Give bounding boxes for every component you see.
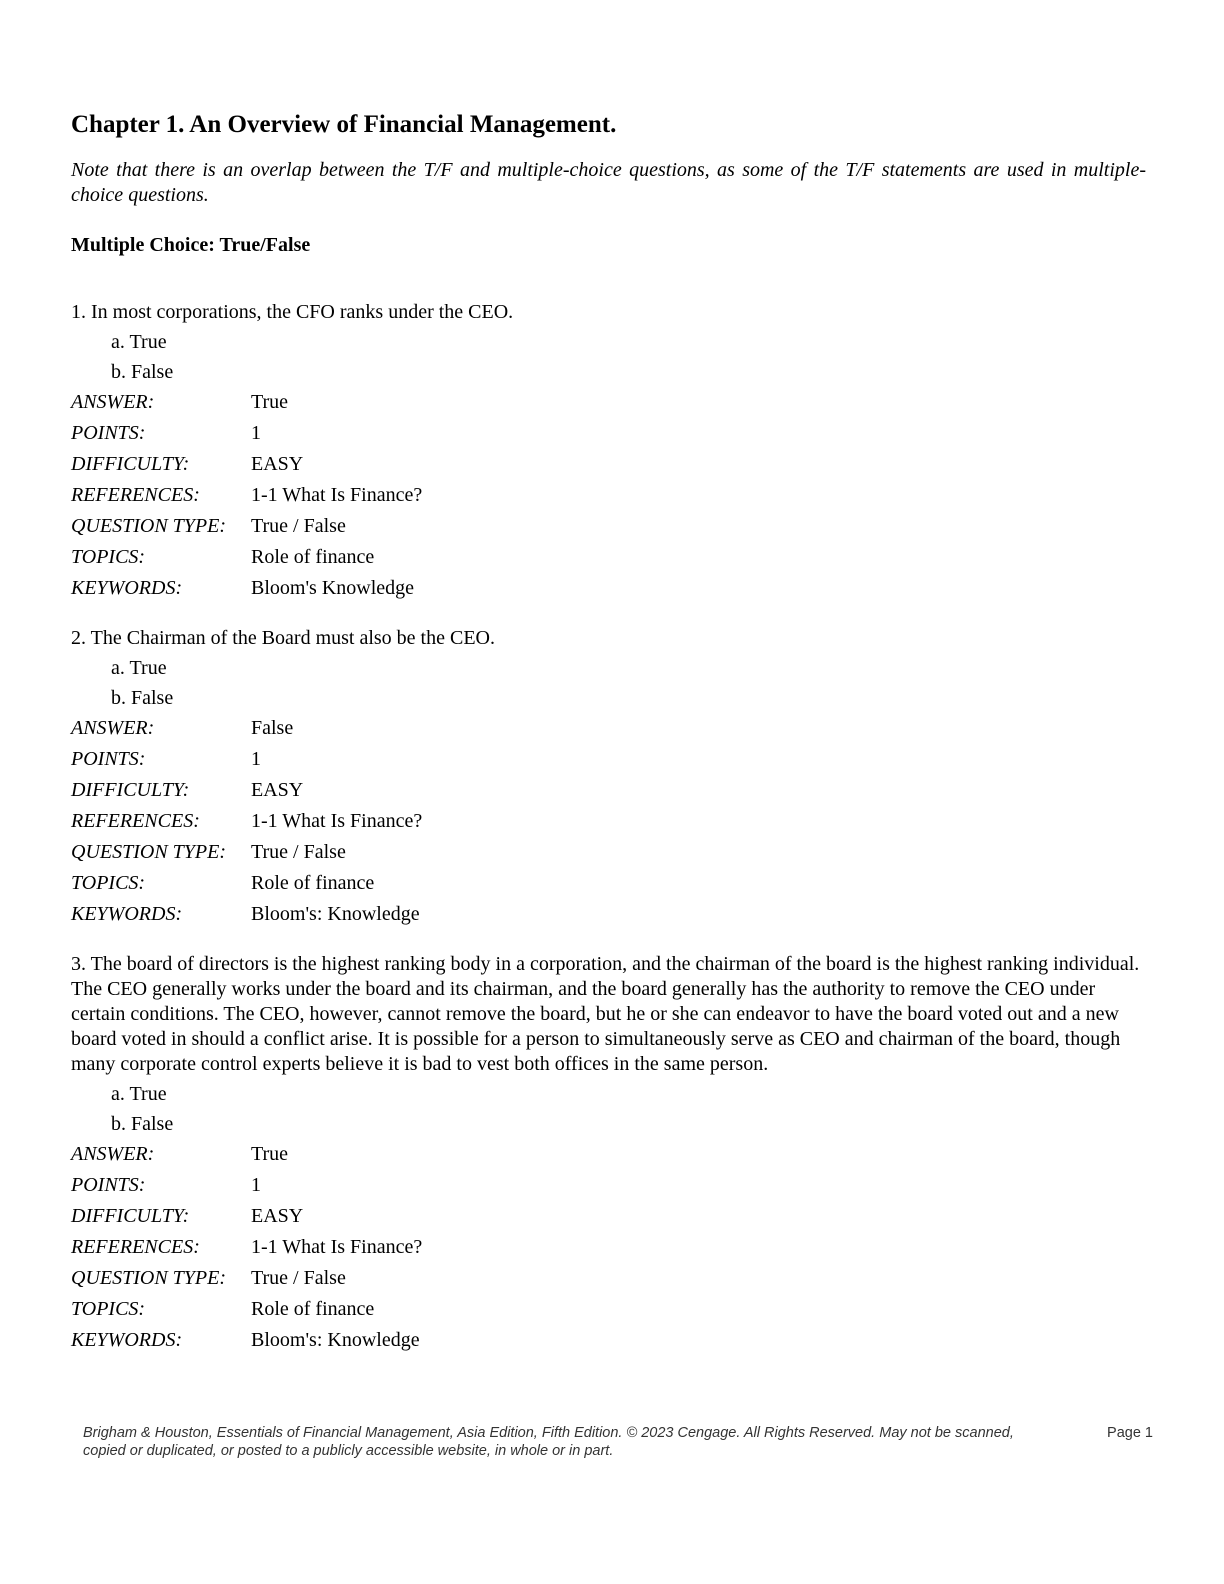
- document-page: [71, 108, 1146, 1356]
- question-metadata: [71, 387, 1146, 604]
- meta-label: ANSWER:: [71, 717, 155, 739]
- meta-label: REFERENCES:: [71, 1236, 200, 1258]
- meta-row-question-type: [71, 837, 1146, 868]
- option-false: b. False: [111, 361, 174, 383]
- copyright-notice: Brigham & Houston, Essentials of Financial Management, Asia Edition, Fifth Edition. © 2023 Cengage. All Rights Reserved. May not be scanned, copied or duplicated, or posted to a publicly accessible website, in whole or in part.: [83, 1425, 1014, 1459]
- section-heading: Multiple Choice: True/False: [71, 234, 311, 256]
- meta-label: QUESTION TYPE:: [71, 841, 227, 863]
- meta-row-points: [71, 1170, 1146, 1201]
- meta-row-topics: [71, 868, 1146, 899]
- meta-row-question-type: [71, 1263, 1146, 1294]
- meta-row-keywords: [71, 1325, 1146, 1356]
- meta-row-points: [71, 418, 1146, 449]
- meta-row-answer: [71, 713, 1146, 744]
- meta-row-topics: [71, 1294, 1146, 1325]
- meta-row-difficulty: [71, 1201, 1146, 1232]
- meta-label: ANSWER:: [71, 391, 155, 413]
- meta-row-difficulty: [71, 449, 1146, 480]
- meta-value: 1-1 What Is Finance?: [251, 810, 423, 832]
- question-1: [71, 300, 1146, 604]
- question-stem: 1. In most corporations, the CFO ranks under the CEO.: [71, 301, 514, 323]
- question-metadata: [71, 1139, 1146, 1356]
- option-false: b. False: [111, 1113, 174, 1135]
- meta-value: 1: [251, 748, 261, 770]
- meta-label: QUESTION TYPE:: [71, 1267, 227, 1289]
- meta-value: Role of finance: [251, 1298, 375, 1320]
- meta-value: Role of finance: [251, 546, 375, 568]
- meta-row-question-type: [71, 511, 1146, 542]
- note-text: Note that there is an overlap between the T/F and multiple-choice questions, as some of the T/F statements are used in multiple-choice questions.: [71, 159, 1146, 206]
- meta-value: 1: [251, 422, 261, 444]
- meta-row-answer: [71, 387, 1146, 418]
- meta-value: 1-1 What Is Finance?: [251, 1236, 423, 1258]
- meta-value: EASY: [251, 779, 304, 801]
- answer-options: [111, 327, 1146, 387]
- answer-options: [111, 1079, 1146, 1139]
- meta-value: True: [251, 391, 289, 413]
- meta-row-points: [71, 744, 1146, 775]
- meta-value: Role of finance: [251, 872, 375, 894]
- meta-value: True / False: [251, 515, 346, 537]
- meta-row-difficulty: [71, 775, 1146, 806]
- question-2: [71, 626, 1146, 930]
- meta-row-references: [71, 1232, 1146, 1263]
- meta-label: REFERENCES:: [71, 484, 200, 506]
- meta-row-answer: [71, 1139, 1146, 1170]
- option-true: a. True: [111, 657, 167, 679]
- meta-label: REFERENCES:: [71, 810, 200, 832]
- meta-value: 1: [251, 1174, 261, 1196]
- meta-value: True / False: [251, 1267, 346, 1289]
- option-true: a. True: [111, 331, 167, 353]
- page-number: Page 1: [1107, 1425, 1153, 1441]
- meta-row-keywords: [71, 899, 1146, 930]
- meta-row-references: [71, 480, 1146, 511]
- meta-label: KEYWORDS:: [71, 577, 183, 599]
- meta-value: Bloom's: Knowledge: [251, 903, 420, 925]
- meta-value: 1-1 What Is Finance?: [251, 484, 423, 506]
- question-stem: 2. The Chairman of the Board must also be the CEO.: [71, 627, 495, 649]
- answer-options: [111, 653, 1146, 713]
- meta-label: POINTS:: [71, 422, 146, 444]
- meta-label: POINTS:: [71, 1174, 146, 1196]
- meta-row-topics: [71, 542, 1146, 573]
- option-true: a. True: [111, 1083, 167, 1105]
- meta-label: TOPICS:: [71, 546, 146, 568]
- meta-row-references: [71, 806, 1146, 837]
- meta-label: KEYWORDS:: [71, 1329, 183, 1351]
- meta-label: TOPICS:: [71, 872, 146, 894]
- meta-row-keywords: [71, 573, 1146, 604]
- meta-value: Bloom's: Knowledge: [251, 1329, 420, 1351]
- question-metadata: [71, 713, 1146, 930]
- meta-label: DIFFICULTY:: [71, 453, 190, 475]
- meta-value: EASY: [251, 453, 304, 475]
- chapter-title: Chapter 1. An Overview of Financial Management.: [71, 111, 617, 138]
- meta-label: DIFFICULTY:: [71, 1205, 190, 1227]
- meta-label: TOPICS:: [71, 1298, 146, 1320]
- meta-value: False: [251, 717, 294, 739]
- meta-label: POINTS:: [71, 748, 146, 770]
- meta-value: EASY: [251, 1205, 304, 1227]
- meta-value: Bloom's Knowledge: [251, 577, 415, 599]
- question-stem: 3. The board of directors is the highest ranking body in a corporation, and the chairman of the board is the highest ranking individual. The CEO generally works under the board and its chairman, and the board generally has the authority to remove the CEO under certain conditions. The CEO, however, cannot remove the board, but he or she can endeavor to have the board voted out and a new board voted in should a conflict arise. It is possible for a person to simultaneously serve as CEO and chairman of the board, though many corporate control experts believe it is bad to vest both offices in the same person.: [71, 953, 1140, 1075]
- question-3: [71, 952, 1146, 1356]
- meta-label: QUESTION TYPE:: [71, 515, 227, 537]
- meta-value: True / False: [251, 841, 346, 863]
- meta-label: ANSWER:: [71, 1143, 155, 1165]
- meta-label: KEYWORDS:: [71, 903, 183, 925]
- meta-value: True: [251, 1143, 289, 1165]
- option-false: b. False: [111, 687, 174, 709]
- page-footer: [83, 1424, 1153, 1460]
- meta-label: DIFFICULTY:: [71, 779, 190, 801]
